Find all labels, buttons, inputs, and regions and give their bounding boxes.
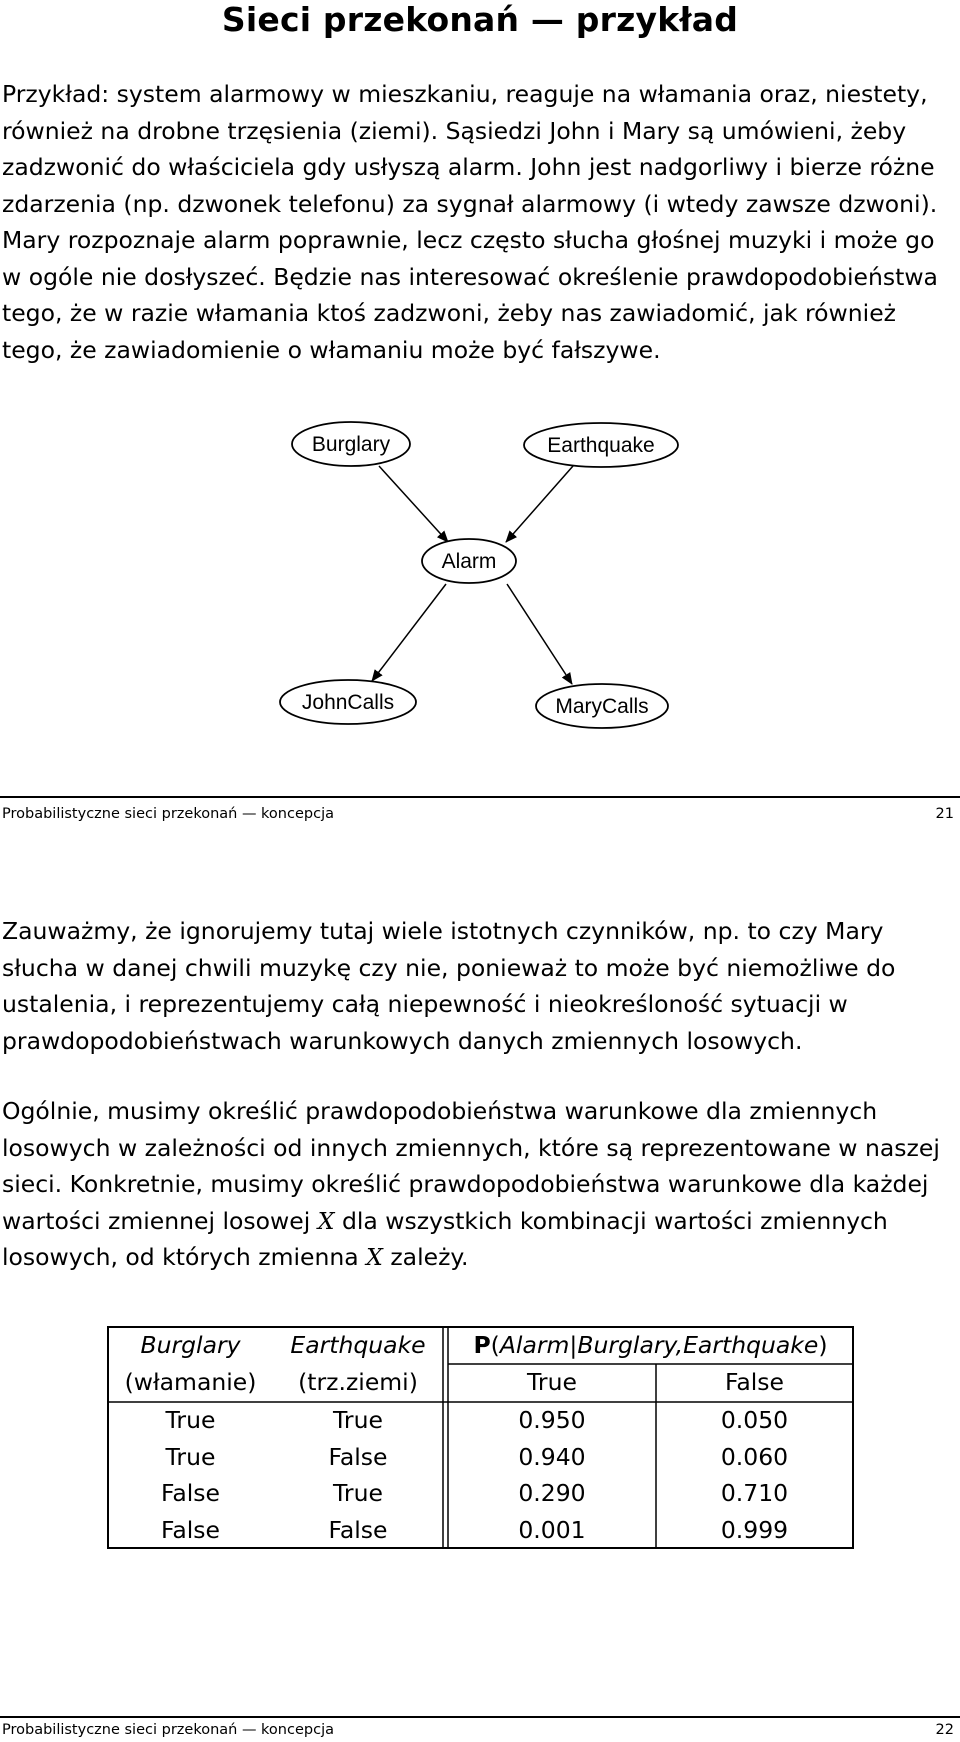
node-label-marycalls: MaryCalls <box>555 695 649 718</box>
subheader-true: True <box>527 1367 577 1396</box>
paragraph-text-part2: dla wszystkich kombinacji wartości zmiennych losowych, od których zmienna <box>2 1206 888 1271</box>
header-burglary: Burglary <box>140 1331 241 1359</box>
header-probability <box>448 1327 853 1364</box>
cell-earthquake: False <box>328 1442 388 1471</box>
subheader-false: False <box>725 1367 784 1396</box>
cell-p-true: 0.001 <box>518 1515 586 1544</box>
cell-burglary: True <box>165 1406 216 1434</box>
cell-p-true: 0.290 <box>518 1479 586 1507</box>
table-row <box>108 1402 853 1439</box>
cell-burglary: False <box>161 1479 220 1507</box>
page-number: 21 <box>935 806 954 822</box>
node-label-johncalls: JohnCalls <box>301 691 395 714</box>
prob-conditions: Burglary,Earthquake <box>577 1331 819 1359</box>
slide-title: Sieci przekonań — przykład <box>221 0 739 39</box>
node-label-burglary: Burglary <box>311 433 391 456</box>
header-trz-ziemi: (trz.ziemi) <box>298 1367 418 1396</box>
node-label-alarm: Alarm <box>441 550 497 573</box>
page-number: 22 <box>935 1722 954 1738</box>
cell-burglary: True <box>165 1442 216 1471</box>
table-row <box>108 1512 853 1549</box>
footer-rule <box>0 1716 960 1718</box>
cell-earthquake: True <box>333 1406 383 1434</box>
header-earthquake: Earthquake <box>290 1331 426 1359</box>
header-wlamanie: (włamanie) <box>124 1367 257 1396</box>
intro-paragraph: Przykład: system alarmowy w mieszkaniu, reaguje na włamania oraz, niestety, również na drobne trzęsienia (ziemi). Sąsiedzi John i Mary są umówieni, żeby zadzwonić do właściciela gdy usłyszą alarm. John jest nadgorliwy i bierze różne zdarzenia (np. dzwonek telefonu) za sygnał alarmowy (i wtedy zawsze dzwoni). Mary rozpoznaje alarm poprawnie, lecz często słucha głośnej muzyki i może go w ogóle nie dosłyszeć. Będzie nas interesować określenie prawdopodobieństwa tego, że w razie włamania ktoś zadzwoni, żeby nas zawiadomić, jak również tego, że zawiadomienie o włamaniu może być fałszywe. <box>2 80 938 364</box>
cell-p-false: 0.060 <box>720 1442 789 1471</box>
cell-p-true: 0.950 <box>518 1406 586 1434</box>
node-label-earthquake: Earthquake <box>547 434 655 457</box>
math-variable-x: X <box>317 1206 335 1235</box>
prob-close-paren: ) <box>818 1331 828 1359</box>
cpt-table <box>108 1327 853 1548</box>
prob-variable: Alarm <box>499 1331 570 1359</box>
footer-title: Probabilistyczne sieci przekonań — koncepcja <box>2 1722 334 1738</box>
prob-symbol: P <box>473 1331 491 1359</box>
cell-burglary: False <box>161 1515 220 1544</box>
paragraph-text-part1: Ogólnie, musimy określić prawdopodobieństwa warunkowe dla zmiennych losowych w zależności od innych zmiennych, które są reprezentowane w naszej sieci. Konkretnie, musimy określić prawdopodobieństwa warunkowe dla każdej wartości zmiennej losowej <box>2 1097 940 1235</box>
footer-title: Probabilistyczne sieci przekonań — koncepcja <box>2 806 334 822</box>
cell-p-false: 0.050 <box>720 1406 789 1434</box>
cell-p-false: 0.999 <box>720 1515 789 1544</box>
cell-p-false: 0.710 <box>720 1479 789 1507</box>
cell-p-true: 0.940 <box>518 1442 586 1471</box>
cell-earthquake: True <box>333 1479 383 1507</box>
table-row <box>108 1475 853 1512</box>
note-paragraph: Zauważmy, że ignorujemy tutaj wiele istotnych czynników, np. to czy Mary słucha w danej chwili muzykę czy nie, ponieważ to może być niemożliwe do ustalenia, i reprezentujemy całą niepewność i nieokreśloność sytuacji w prawdopodobieństwach warunkowych danych zmiennych losowych. <box>2 917 896 1055</box>
table-row <box>108 1439 853 1476</box>
math-variable-x: X <box>366 1243 383 1271</box>
prob-open-paren: ( <box>490 1331 500 1359</box>
cell-earthquake: False <box>328 1515 388 1544</box>
prob-given-bar: | <box>569 1331 578 1359</box>
paragraph-text-part3: zależy. <box>390 1243 469 1271</box>
